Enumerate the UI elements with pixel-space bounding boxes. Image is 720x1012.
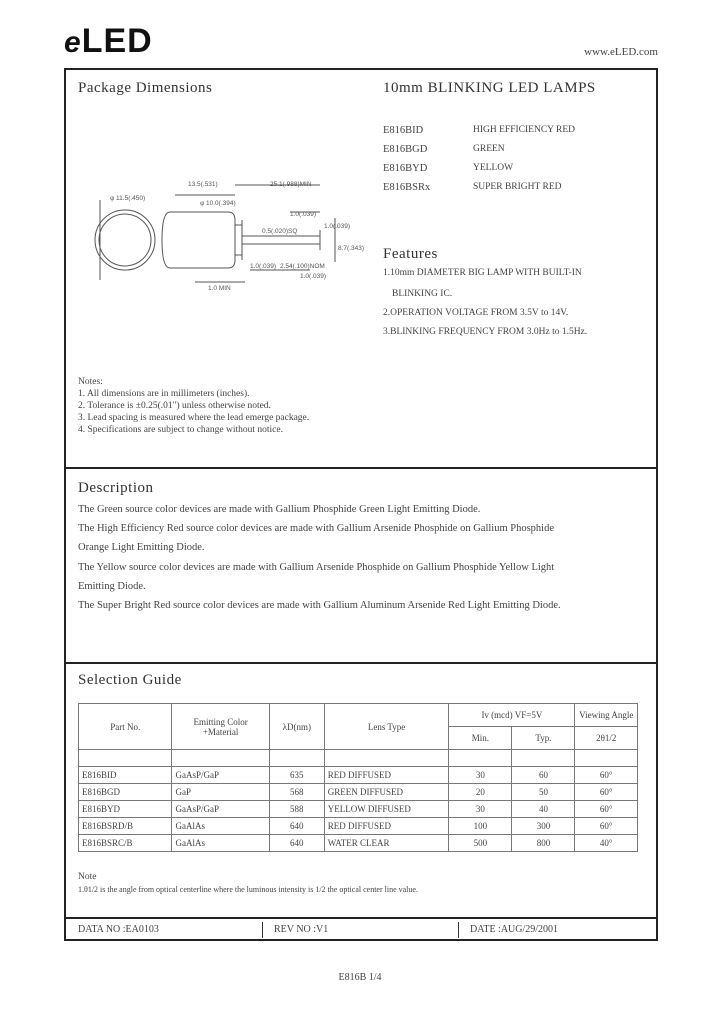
dim-pitch: 1.0(.039) (300, 273, 327, 280)
cell-angle: 60° (575, 801, 638, 818)
cell-wavelength: 640 (269, 835, 324, 852)
table-row (79, 801, 638, 818)
selection-note-title: Note (78, 872, 97, 882)
package-dimensions-title: Package Dimensions (78, 80, 213, 96)
note-4: 4. Specifications are subject to change without notice. (78, 425, 283, 435)
feature-1b: BLINKING IC. (392, 289, 453, 299)
note-3: 3. Lead spacing is measured where the lead emerge package. (78, 413, 310, 423)
header-iv: Iv (mcd) VF=5V (449, 704, 575, 727)
dim-length: 13.5(.531) (188, 181, 218, 188)
part-code-4: E816BSRx (383, 182, 431, 193)
description-line-1: The Green source color devices are made with Gallium Phosphide Green Light Emitting Diode. (78, 504, 481, 515)
website-url[interactable]: www.eLED.com (584, 46, 658, 58)
header-wavelength: λD(nm) (269, 704, 324, 750)
description-line-2: The High Efficiency Red source color devices are made with Gallium Arsenide Phosphide on Gallium Phosphide (78, 523, 554, 534)
divider-2 (64, 662, 658, 664)
dim-flange: 1.0(.039) (290, 211, 317, 218)
table-row (79, 767, 638, 784)
selection-note-text: 1.θ1/2 is the angle from optical centerline where the luminous intensity is 1/2 the optical center line value. (78, 885, 418, 894)
feature-1: 1.10mm DIAMETER BIG LAMP WITH BUILT-IN (383, 268, 582, 278)
part-code-2: E816BGD (383, 144, 428, 155)
divider-1 (64, 467, 658, 469)
description-line-6: The Super Bright Red source color devices are made with Gallium Aluminum Arsenide Red Light Emitting Diode. (78, 600, 561, 611)
cell-wavelength: 588 (269, 801, 324, 818)
cell-part: E816BSRC/B (79, 835, 172, 852)
cell-lens: RED DIFFUSED (324, 818, 449, 835)
dim-lead: 25.1(.988)MIN (270, 181, 312, 188)
cell-lens: WATER CLEAR (324, 835, 449, 852)
header-emitting: Emitting Color +Material (172, 704, 269, 750)
cell-min: 20 (449, 784, 512, 801)
cell-lens: YELLOW DIFFUSED (324, 801, 449, 818)
cell-angle: 40° (575, 835, 638, 852)
selection-table (78, 703, 638, 852)
cell-wavelength: 635 (269, 767, 324, 784)
lamp-front-outline (95, 210, 155, 270)
footer-divider-1 (262, 922, 263, 938)
cell-min: 30 (449, 767, 512, 784)
company-logo (64, 22, 153, 61)
dim-min: 1.0 MIN (208, 285, 231, 292)
dim-spacing: 2.54(.100)NOM (280, 263, 325, 270)
description-line-3: Orange Light Emitting Diode. (78, 542, 205, 553)
document-date: DATE :AUG/29/2001 (470, 924, 559, 935)
cell-material: GaAsP/GaP (172, 767, 269, 784)
cell-material: GaAsP/GaP (172, 801, 269, 818)
cell-part: E816BYD (79, 801, 172, 818)
cell-material: GaP (172, 784, 269, 801)
data-number: DATA NO :EA0103 (78, 924, 159, 935)
dim-sq: 0.5(.020)SQ (262, 228, 298, 235)
notes-title: Notes: (78, 377, 103, 387)
product-title: 10mm BLINKING LED LAMPS (383, 80, 596, 96)
footer-divider-2 (458, 922, 459, 938)
revision-number: REV NO :V1 (274, 924, 329, 935)
table-row (79, 835, 638, 852)
cell-typ: 40 (512, 801, 575, 818)
cell-part: E816BSRD/B (79, 818, 172, 835)
lamp-front-inner (99, 214, 151, 266)
part-color-3: YELLOW (473, 163, 514, 173)
logo-main: LED (81, 22, 153, 60)
part-color-2: GREEN (473, 144, 505, 154)
cell-material: GaAlAs (172, 835, 269, 852)
cell-min: 500 (449, 835, 512, 852)
feature-3: 3.BLINKING FREQUENCY FROM 3.0Hz to 1.5Hz. (383, 327, 588, 337)
header-part: Part No. (79, 704, 172, 750)
cell-typ: 50 (512, 784, 575, 801)
part-color-1: HIGH EFFICIENCY RED (473, 125, 576, 135)
divider-3 (64, 917, 658, 919)
feature-2: 2.OPERATION VOLTAGE FROM 3.5V to 14V. (383, 308, 569, 318)
header-viewing: Viewing Angle (575, 704, 638, 727)
description-line-4: The Yellow source color devices are made with Gallium Arsenide Phosphide on Gallium Phosphide Yellow Light (78, 562, 555, 573)
cell-typ: 60 (512, 767, 575, 784)
description-title: Description (78, 480, 154, 496)
cell-typ: 800 (512, 835, 575, 852)
note-1: 1. All dimensions are in millimeters (inches). (78, 389, 250, 399)
cell-min: 30 (449, 801, 512, 818)
cell-part: E816BGD (79, 784, 172, 801)
page-number: E816B 1/4 (338, 972, 382, 983)
cell-lens: RED DIFFUSED (324, 767, 449, 784)
header-min: Min. (449, 727, 512, 750)
cell-typ: 300 (512, 818, 575, 835)
selection-guide-title: Selection Guide (78, 672, 182, 688)
cell-wavelength: 568 (269, 784, 324, 801)
cell-min: 100 (449, 818, 512, 835)
logo-prefix: e (64, 26, 82, 59)
header-typ: Typ. (512, 727, 575, 750)
lamp-side-body (162, 212, 235, 268)
package-drawing (80, 170, 365, 305)
part-code-3: E816BYD (383, 163, 428, 174)
header-angle: 2θ1/2 (575, 727, 638, 750)
table-header-row (79, 704, 638, 727)
cell-angle: 60° (575, 784, 638, 801)
cell-lens: GREEN DIFFUSED (324, 784, 449, 801)
table-row (79, 784, 638, 801)
cell-wavelength: 640 (269, 818, 324, 835)
dim-side: 8.7(.343) (338, 245, 365, 252)
cell-angle: 60° (575, 767, 638, 784)
features-title: Features (383, 246, 438, 262)
table-row (79, 818, 638, 835)
part-color-4: SUPER BRIGHT RED (473, 182, 562, 192)
description-line-5: Emitting Diode. (78, 581, 146, 592)
cell-part: E816BID (79, 767, 172, 784)
table-spacer-row (79, 750, 638, 767)
dim-dia1: φ 11.5(.450) (110, 195, 146, 202)
cell-angle: 60° (575, 818, 638, 835)
cell-material: GaAlAs (172, 818, 269, 835)
dim-dia2: φ 10.0(.394) (200, 200, 236, 207)
dim-cathode: 1.0(.039) (250, 263, 277, 270)
note-2: 2. Tolerance is ±0.25(.01") unless otherwise noted. (78, 401, 271, 411)
part-code-1: E816BID (383, 125, 424, 136)
dim-right: 1.0(.039) (324, 223, 351, 230)
header-lens: Lens Type (324, 704, 449, 750)
